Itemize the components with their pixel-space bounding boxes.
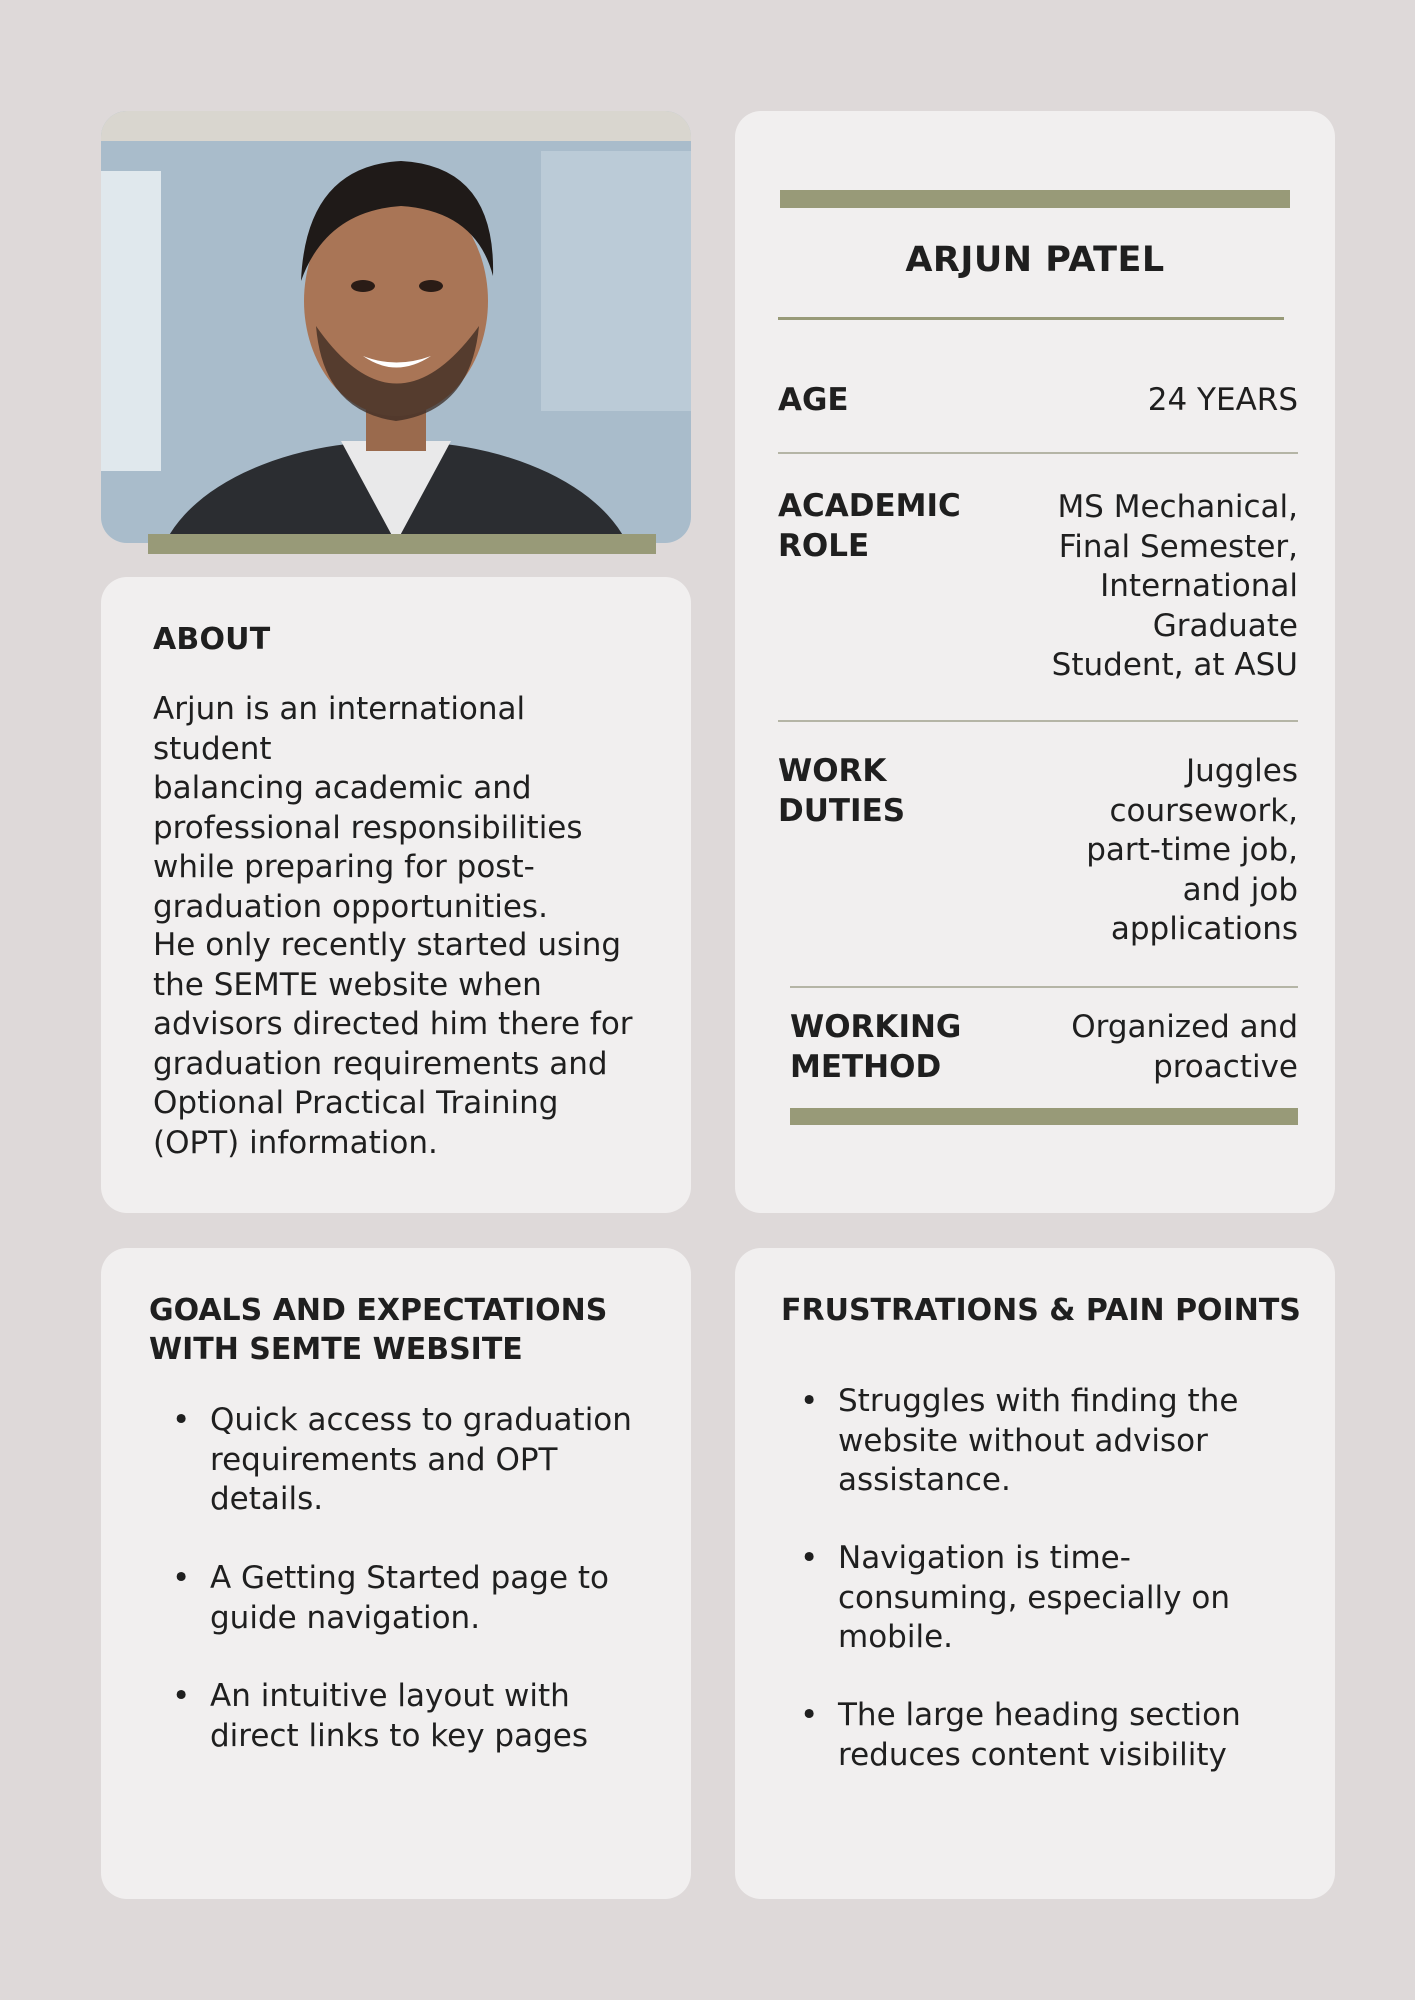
value-line: Graduate: [1152, 607, 1298, 644]
text-line: He only recently started using: [153, 927, 622, 963]
label-line: ROLE: [778, 527, 870, 564]
academic-role-label: [778, 487, 961, 566]
text-line: assistance.: [838, 1462, 1011, 1498]
text-line: requirements and OPT: [210, 1441, 558, 1478]
goal-item: [172, 1677, 588, 1756]
goals-title: [149, 1291, 607, 1369]
value-line: part-time job,: [1086, 832, 1298, 868]
text-line: graduation opportunities.: [153, 888, 548, 925]
goal-item: [172, 1401, 632, 1520]
text-line: The large heading section: [838, 1697, 1241, 1733]
age-label: AGE: [778, 382, 849, 418]
text-line: direct links to key pages: [210, 1717, 588, 1754]
label-line: METHOD: [790, 1048, 942, 1085]
goal-item: [172, 1559, 609, 1638]
text-line: guide navigation.: [210, 1599, 481, 1636]
frustrations-title: FRUSTRATIONS & PAIN POINTS: [781, 1293, 1301, 1328]
text-line: Arjun is an international student: [153, 691, 526, 767]
value-line: proactive: [1153, 1048, 1298, 1085]
text-line: Optional Practical Training: [153, 1085, 559, 1121]
divider: [790, 986, 1298, 988]
frustration-item: [800, 1382, 1239, 1501]
academic-role-value: [1052, 488, 1298, 686]
text-line: An intuitive layout with: [210, 1678, 570, 1714]
value-line: and job: [1182, 871, 1298, 908]
working-method-label: [790, 1008, 961, 1087]
title-line: GOALS AND EXPECTATIONS: [149, 1293, 608, 1328]
age-value: 24 YEARS: [1147, 382, 1298, 418]
text-line: professional responsibilities: [153, 809, 583, 846]
work-duties-value: [1086, 752, 1298, 950]
bullet-icon: •: [800, 1540, 819, 1576]
bullet-icon: •: [800, 1383, 819, 1419]
frustration-item: [800, 1696, 1241, 1775]
label-line: DUTIES: [778, 792, 906, 829]
working-method-value: [1071, 1008, 1298, 1087]
value-line: Final Semester,: [1058, 528, 1298, 565]
profile-bottom-bar: [790, 1108, 1298, 1125]
text-line: Quick access to graduation: [210, 1402, 632, 1438]
text-line: balancing academic and: [153, 770, 532, 806]
work-duties-label: [778, 752, 905, 831]
value-line: coursework,: [1109, 792, 1298, 829]
label-line: WORK: [778, 753, 887, 789]
bullet-icon: •: [800, 1697, 819, 1733]
about-title: ABOUT: [153, 622, 271, 657]
text-line: mobile.: [838, 1619, 953, 1655]
text-line: advisors directed him there for: [153, 1006, 633, 1042]
text-line: website without advisor: [838, 1422, 1208, 1459]
value-line: Juggles: [1186, 753, 1298, 789]
text-line: while preparing for post-: [153, 849, 535, 885]
text-line: the SEMTE website when: [153, 966, 542, 1003]
profile-top-bar: [780, 190, 1290, 208]
photo-accent-bar: [148, 534, 656, 554]
persona-name: ARJUN PATEL: [905, 240, 1165, 280]
label-line: WORKING: [790, 1009, 962, 1045]
divider: [778, 452, 1298, 454]
text-line: details.: [210, 1481, 324, 1517]
label-line: ACADEMIC: [778, 488, 961, 524]
text-line: graduation requirements and: [153, 1045, 608, 1082]
bullet-icon: •: [172, 1560, 191, 1596]
value-line: Organized and: [1071, 1009, 1298, 1045]
divider: [778, 720, 1298, 722]
value-line: MS Mechanical,: [1057, 489, 1298, 525]
value-line: International: [1100, 568, 1298, 604]
text-line: Struggles with finding the: [838, 1383, 1239, 1419]
text-line: (OPT) information.: [153, 1124, 438, 1161]
value-line: applications: [1110, 911, 1298, 947]
title-line: WITH SEMTE WEBSITE: [149, 1332, 523, 1367]
about-paragraph-1: [153, 690, 653, 927]
name-divider: [778, 317, 1284, 320]
profile-photo: [101, 111, 691, 543]
bullet-icon: •: [172, 1402, 191, 1438]
value-line: Student, at ASU: [1051, 647, 1298, 683]
text-line: A Getting Started page to: [210, 1560, 609, 1596]
text-line: Navigation is time-: [838, 1540, 1131, 1576]
bullet-icon: •: [172, 1678, 191, 1714]
text-line: reduces content visibility: [838, 1736, 1227, 1773]
text-line: consuming, especially on: [838, 1579, 1230, 1616]
frustration-item: [800, 1539, 1230, 1658]
about-paragraph-2: [153, 926, 653, 1163]
